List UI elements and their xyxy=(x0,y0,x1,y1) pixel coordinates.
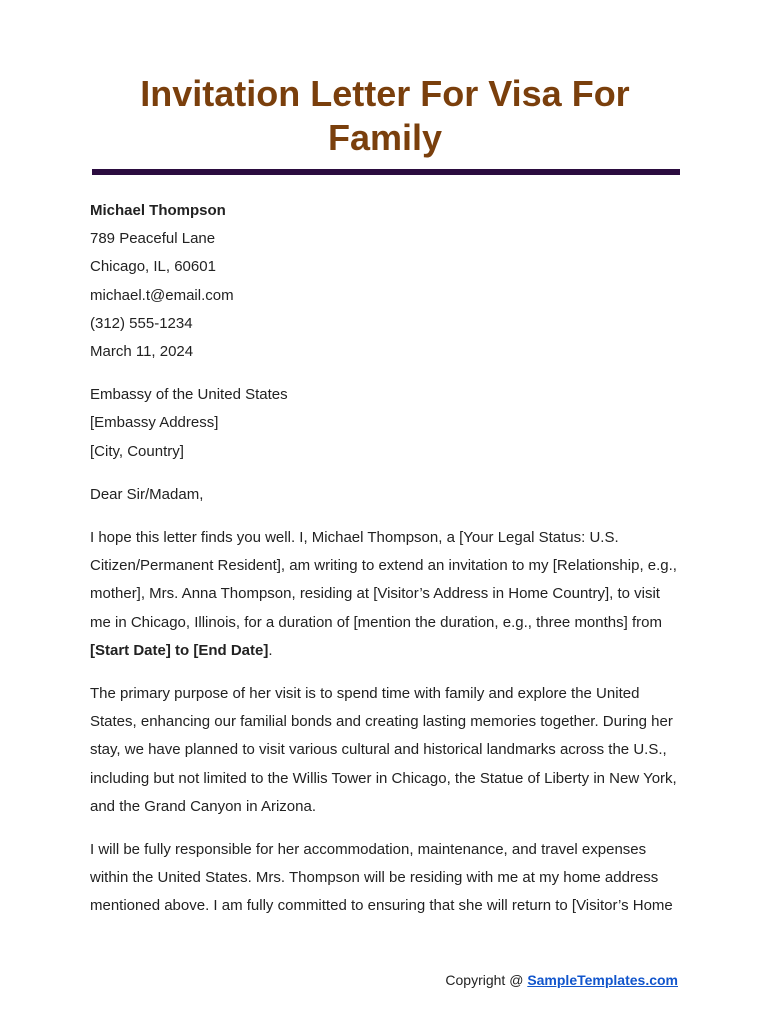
title-divider xyxy=(92,169,680,175)
paragraph-1-dates: [Start Date] to [End Date] xyxy=(90,641,269,659)
paragraph-3: I will be fully responsible for her accommodation, maintenance, and travel expenses within the United States. Mrs. Thompson will be residing with me at my home address mentioned above. I am fully committed to ensuring that she will return to [Visitor’s Home xyxy=(90,841,673,915)
letter-date: March 11, 2024 xyxy=(90,343,194,361)
document-title: Invitation Letter For Visa For Family xyxy=(140,73,630,158)
paragraph-1 xyxy=(90,524,680,665)
sampletemplates-link[interactable]: SampleTemplates.com xyxy=(527,972,678,988)
paragraph-1-end: . xyxy=(268,641,273,659)
recipient-name: Embassy of the United States xyxy=(90,386,288,404)
recipient-block xyxy=(90,381,680,466)
sender-email: michael.t@email.com xyxy=(90,286,234,304)
copyright-prefix: Copyright @ xyxy=(445,972,528,988)
sender-name: Michael Thompson xyxy=(90,202,226,219)
paragraph-1-text: I hope this letter finds you well. I, Michael Thompson, a [Your Legal Status: U.S. Citizen/Permanent Resident], am writing to extend an invitation to my [Relationship, e.g., mother], Mrs. Anna Thompson, residing at [Visitor’s Address in Home Country], to visit me in Chicago, Illinois, for a duration of [mention the duration, e.g., three months] from xyxy=(90,529,677,631)
salutation: Dear Sir/Madam, xyxy=(90,485,204,503)
paragraph-2: The primary purpose of her visit is to spend time with family and explore the United States, enhancing our familial bonds and creating lasting memories together. During her stay, we have planned to visit various cultural and historical landmarks across the U.S., including but not limited to the Willis Tower in Chicago, the Statue of Liberty in New York, and the Grand Canyon in Arizona. xyxy=(90,685,677,815)
copyright-footer xyxy=(445,972,678,988)
sender-phone: (312) 555-1234 xyxy=(90,314,193,332)
letter-body xyxy=(90,197,680,936)
salutation-block xyxy=(90,481,680,509)
sender-address: 789 Peaceful Lane xyxy=(90,230,216,248)
sender-block xyxy=(90,197,680,366)
sender-city: Chicago, IL, 60601 xyxy=(90,258,216,276)
recipient-address: [Embassy Address] xyxy=(90,414,219,432)
recipient-city: [City, Country] xyxy=(90,442,184,460)
